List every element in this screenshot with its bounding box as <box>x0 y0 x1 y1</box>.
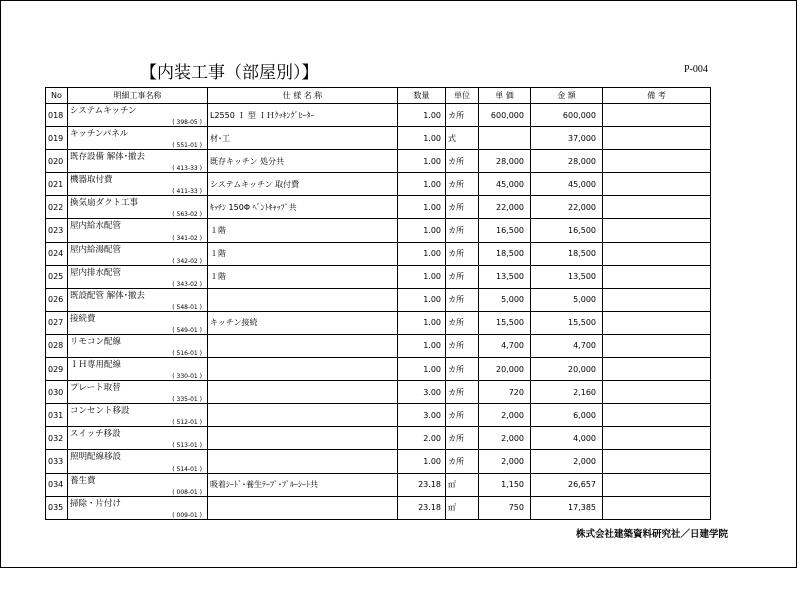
row-unit: カ所 <box>446 450 479 473</box>
row-spec: L2550 Ｉ 型 ＩＨｸｯｷﾝｸﾞﾋｰﾀｰ <box>208 104 398 127</box>
row-unit: 式 <box>446 127 479 150</box>
row-name-cell <box>68 496 208 519</box>
row-remarks <box>603 496 711 519</box>
header-price: 単 価 <box>479 88 531 104</box>
row-no: 029 <box>46 358 68 381</box>
row-code: ( 398-05 ) <box>172 119 202 127</box>
row-name: コンセント移設 <box>70 406 130 417</box>
row-amount: 45,000 <box>531 173 603 196</box>
row-amount: 2,000 <box>531 450 603 473</box>
row-name: システムキッチン <box>70 106 137 116</box>
row-spec: １階 <box>208 242 398 265</box>
row-price: 28,000 <box>479 150 531 173</box>
row-remarks <box>603 265 711 288</box>
row-remarks <box>603 427 711 450</box>
row-remarks <box>603 358 711 381</box>
row-unit: カ所 <box>446 311 479 334</box>
row-name-cell <box>68 358 208 381</box>
row-remarks <box>603 288 711 311</box>
row-name: プレート取替 <box>70 383 121 394</box>
row-spec <box>208 381 398 404</box>
row-name-cell <box>68 150 208 173</box>
row-price: 13,500 <box>479 265 531 288</box>
table-header-row <box>46 88 711 104</box>
row-no: 032 <box>46 427 68 450</box>
row-code: ( 335-01 ) <box>172 396 202 404</box>
row-spec <box>208 450 398 473</box>
header-no: No <box>46 88 68 104</box>
row-name-cell <box>68 311 208 334</box>
row-name: 屋内給湯配管 <box>70 244 122 255</box>
row-spec: 吸着ｼｰﾄﾞ･養生ﾃｰﾌﾟ･ﾌﾟﾙｰｼｰﾄ共 <box>208 473 398 496</box>
row-unit: カ所 <box>446 150 479 173</box>
table-row <box>46 427 711 450</box>
row-remarks <box>603 150 711 173</box>
row-code: ( 008-01 ) <box>172 488 202 496</box>
row-no: 033 <box>46 450 68 473</box>
row-qty: 1.00 <box>398 173 446 196</box>
table-row <box>46 404 711 427</box>
table-row <box>46 473 711 496</box>
row-unit: カ所 <box>446 404 479 427</box>
row-name-cell <box>68 173 208 196</box>
row-price: 5,000 <box>479 288 531 311</box>
row-remarks <box>603 127 711 150</box>
row-amount: 37,000 <box>531 127 603 150</box>
row-price: 45,000 <box>479 173 531 196</box>
table-row <box>46 173 711 196</box>
row-spec: ｷｯﾁﾝ 150Φ ﾍﾞﾝﾄｷｬｯﾌﾟ共 <box>208 196 398 219</box>
row-price: 720 <box>479 381 531 404</box>
row-name: リモコン配線 <box>70 336 122 347</box>
row-name: 養生費 <box>70 475 96 486</box>
row-remarks <box>603 334 711 357</box>
row-qty: 1.00 <box>398 311 446 334</box>
row-name: 屋内給水配管 <box>70 221 122 232</box>
table-row <box>46 127 711 150</box>
row-name: 接続費 <box>70 313 96 324</box>
header-spec: 仕 様 名 称 <box>208 88 398 104</box>
row-amount: 6,000 <box>531 404 603 427</box>
row-no: 025 <box>46 265 68 288</box>
row-name-cell <box>68 127 208 150</box>
row-amount: 4,000 <box>531 427 603 450</box>
table-row <box>46 381 711 404</box>
row-spec: キッチン接続 <box>208 311 398 334</box>
row-name-cell <box>68 104 208 127</box>
row-price: 22,000 <box>479 196 531 219</box>
row-unit: カ所 <box>446 334 479 357</box>
row-spec: システムキッチン 取付費 <box>208 173 398 196</box>
table-row <box>46 496 711 519</box>
row-qty: 1.00 <box>398 104 446 127</box>
row-qty: 23.18 <box>398 473 446 496</box>
row-amount: 4,700 <box>531 334 603 357</box>
table-row <box>46 104 711 127</box>
row-no: 023 <box>46 219 68 242</box>
header-name: 明細工事名称 <box>68 88 208 104</box>
row-no: 024 <box>46 242 68 265</box>
row-no: 030 <box>46 381 68 404</box>
row-price: 1,150 <box>479 473 531 496</box>
row-remarks <box>603 381 711 404</box>
row-remarks <box>603 473 711 496</box>
row-unit: カ所 <box>446 265 479 288</box>
row-amount: 15,500 <box>531 311 603 334</box>
row-code: ( 514-01 ) <box>172 465 202 473</box>
table-row <box>46 358 711 381</box>
row-unit: カ所 <box>446 427 479 450</box>
row-no: 026 <box>46 288 68 311</box>
row-unit: カ所 <box>446 381 479 404</box>
row-code: ( 516-01 ) <box>172 350 202 358</box>
row-qty: 1.00 <box>398 358 446 381</box>
row-remarks <box>603 219 711 242</box>
row-name-cell <box>68 219 208 242</box>
estimate-table <box>45 87 711 520</box>
row-code: ( 549-01 ) <box>172 326 202 334</box>
row-unit: カ所 <box>446 104 479 127</box>
row-spec <box>208 404 398 427</box>
row-spec: 既存キッチン 処分共 <box>208 150 398 173</box>
row-unit: カ所 <box>446 288 479 311</box>
row-remarks <box>603 450 711 473</box>
row-amount: 22,000 <box>531 196 603 219</box>
row-name: 掃除・片付け <box>70 498 122 509</box>
row-unit: カ所 <box>446 173 479 196</box>
row-no: 031 <box>46 404 68 427</box>
row-spec: １階 <box>208 219 398 242</box>
row-unit: カ所 <box>446 242 479 265</box>
row-name: 機器取付費 <box>70 175 113 186</box>
row-unit: カ所 <box>446 196 479 219</box>
row-remarks <box>603 196 711 219</box>
row-amount: 5,000 <box>531 288 603 311</box>
row-price: 2,000 <box>479 427 531 450</box>
row-unit: ㎡ <box>446 473 479 496</box>
row-code: ( 413-33 ) <box>172 165 202 173</box>
row-qty: 23.18 <box>398 496 446 519</box>
row-qty: 3.00 <box>398 404 446 427</box>
row-amount: 28,000 <box>531 150 603 173</box>
row-no: 028 <box>46 334 68 357</box>
row-name: 照明配線移設 <box>70 452 122 463</box>
company-name: 株式会社建築資料研究社／日建学院 <box>576 529 729 540</box>
row-no: 034 <box>46 473 68 496</box>
row-no: 022 <box>46 196 68 219</box>
row-no: 019 <box>46 127 68 150</box>
table-row <box>46 334 711 357</box>
row-code: ( 411-33 ) <box>172 188 202 196</box>
table-row <box>46 265 711 288</box>
row-remarks <box>603 242 711 265</box>
row-qty: 1.00 <box>398 196 446 219</box>
row-amount: 2,160 <box>531 381 603 404</box>
table-row <box>46 150 711 173</box>
row-name-cell <box>68 265 208 288</box>
row-code: ( 512-01 ) <box>172 419 202 427</box>
row-unit: ㎡ <box>446 496 479 519</box>
row-name: 換気扇ダクト工事 <box>70 198 139 209</box>
row-name-cell <box>68 288 208 311</box>
row-name: スイッチ移設 <box>70 429 121 440</box>
row-name: ＩＨ専用配線 <box>70 360 122 371</box>
row-amount: 18,500 <box>531 242 603 265</box>
row-code: ( 341-02 ) <box>172 234 202 242</box>
table-row <box>46 311 711 334</box>
row-spec <box>208 496 398 519</box>
row-code: ( 551-01 ) <box>172 142 202 150</box>
row-qty: 1.00 <box>398 265 446 288</box>
table-row <box>46 196 711 219</box>
row-price: 16,500 <box>479 219 531 242</box>
row-qty: 1.00 <box>398 242 446 265</box>
header-qty: 数量 <box>398 88 446 104</box>
row-amount: 16,500 <box>531 219 603 242</box>
row-qty: 1.00 <box>398 127 446 150</box>
row-name-cell <box>68 381 208 404</box>
row-name: 既存設備 解体･撤去 <box>70 152 145 163</box>
row-price <box>479 127 531 150</box>
row-name-cell <box>68 450 208 473</box>
row-price: 18,500 <box>479 242 531 265</box>
row-name-cell <box>68 427 208 450</box>
row-qty: 1.00 <box>398 150 446 173</box>
row-code: ( 563-02 ) <box>172 211 202 219</box>
row-amount: 20,000 <box>531 358 603 381</box>
row-no: 021 <box>46 173 68 196</box>
row-amount: 26,657 <box>531 473 603 496</box>
row-spec <box>208 334 398 357</box>
row-amount: 17,385 <box>531 496 603 519</box>
row-price: 750 <box>479 496 531 519</box>
row-unit: カ所 <box>446 219 479 242</box>
row-price: 4,700 <box>479 334 531 357</box>
row-name: 既設配管 解体･撤去 <box>70 290 145 301</box>
row-qty: 2.00 <box>398 427 446 450</box>
row-spec: 材･工 <box>208 127 398 150</box>
row-spec <box>208 427 398 450</box>
row-code: ( 513-01 ) <box>172 442 202 450</box>
row-name-cell <box>68 473 208 496</box>
table-row <box>46 450 711 473</box>
row-price: 600,000 <box>479 104 531 127</box>
row-name: 屋内排水配管 <box>70 267 122 278</box>
row-code: ( 330-01 ) <box>172 373 202 381</box>
header-remarks: 備 考 <box>603 88 711 104</box>
row-spec: １階 <box>208 265 398 288</box>
row-name-cell <box>68 334 208 357</box>
row-remarks <box>603 173 711 196</box>
row-remarks <box>603 404 711 427</box>
row-qty: 1.00 <box>398 288 446 311</box>
row-amount: 13,500 <box>531 265 603 288</box>
row-name-cell <box>68 196 208 219</box>
header-amount: 金 額 <box>531 88 603 104</box>
row-remarks <box>603 311 711 334</box>
row-spec <box>208 288 398 311</box>
table-row <box>46 242 711 265</box>
row-spec <box>208 358 398 381</box>
row-no: 020 <box>46 150 68 173</box>
row-qty: 3.00 <box>398 381 446 404</box>
row-no: 018 <box>46 104 68 127</box>
row-amount: 600,000 <box>531 104 603 127</box>
page-code: P-004 <box>684 64 708 75</box>
row-remarks <box>603 104 711 127</box>
row-price: 20,000 <box>479 358 531 381</box>
row-no: 027 <box>46 311 68 334</box>
table-row <box>46 288 711 311</box>
table-row <box>46 219 711 242</box>
document-title: 【内装工事（部屋別）】 <box>140 63 319 83</box>
row-name-cell <box>68 242 208 265</box>
row-code: ( 009-01 ) <box>172 511 202 519</box>
row-price: 2,000 <box>479 404 531 427</box>
row-qty: 1.00 <box>398 219 446 242</box>
row-qty: 1.00 <box>398 334 446 357</box>
header-unit: 単位 <box>446 88 479 104</box>
row-price: 15,500 <box>479 311 531 334</box>
row-qty: 1.00 <box>398 450 446 473</box>
row-name: キッチンパネル <box>70 129 129 140</box>
row-code: ( 548-01 ) <box>172 303 202 311</box>
row-name-cell <box>68 404 208 427</box>
row-unit: カ所 <box>446 358 479 381</box>
row-no: 035 <box>46 496 68 519</box>
row-code: ( 343-02 ) <box>172 280 202 288</box>
row-code: ( 342-02 ) <box>172 257 202 265</box>
row-price: 2,000 <box>479 450 531 473</box>
